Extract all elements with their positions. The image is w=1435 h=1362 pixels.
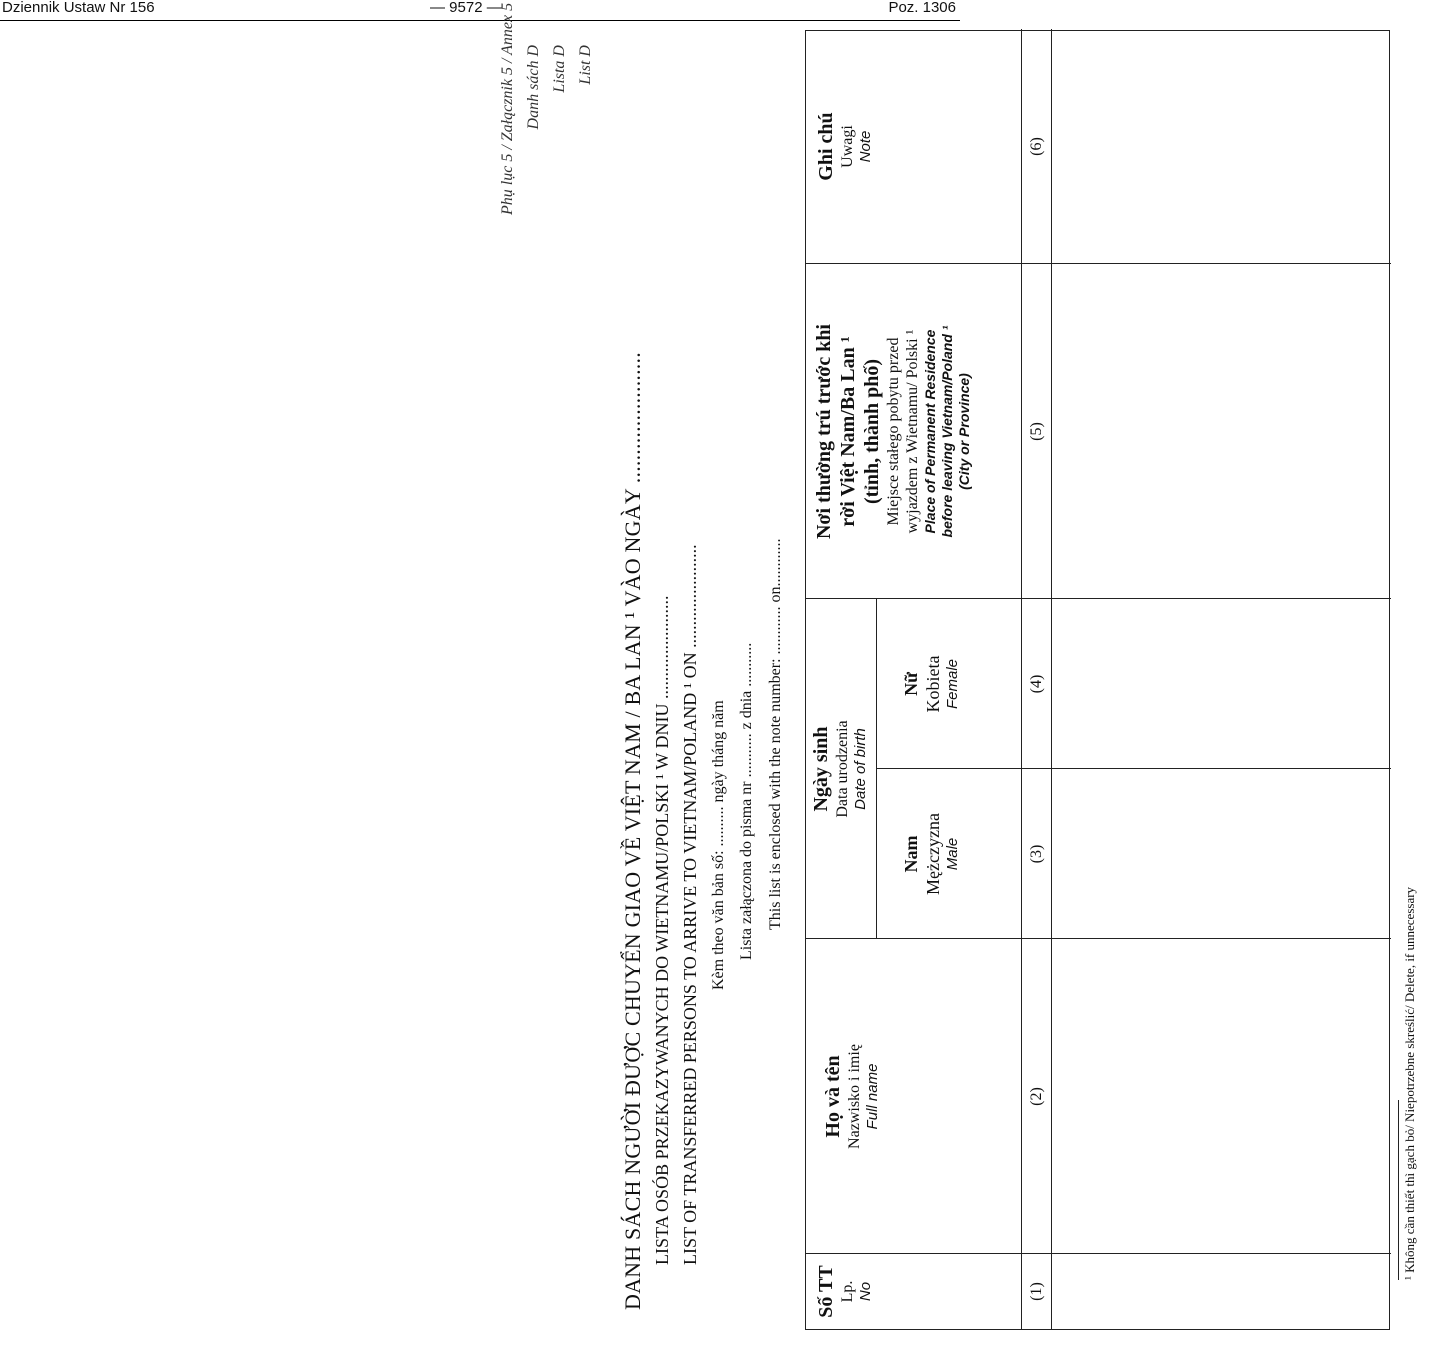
position-number: Poz. 1306 [888,0,956,16]
footnote-rule [1398,1100,1399,1280]
subtitle-english: This list is enclosed with the note number: ............ on............ [767,538,784,930]
header-text: rời Việt Nam/Ba Lan ¹ [837,336,859,527]
header-text: Date of birth [852,728,870,810]
header-text: Miejsce stałego pobytu przed [885,337,902,526]
column-divider [806,1253,1391,1254]
header-text: (tỉnh, thành phố) [861,358,883,505]
footnote: ¹ Không cần thiết thì gạch bỏ/ Niepotrzebne skreślić/ Delete, if unnecessary [1402,886,1417,1280]
header-male [901,769,962,939]
column-number-4: (4) [1028,674,1045,694]
column-number-2: (2) [1028,1087,1045,1106]
header-text: Họ và tên [822,1055,844,1138]
title-english: LIST OF TRANSFERRED PERSONS TO ARRIVE TO VIETNAM/POLAND ¹ ON ....................... [680,544,700,1265]
header-number [814,1254,875,1329]
header-text: Ngày sinh [810,726,832,812]
header-rule [0,20,960,21]
header-text: Nazwisko i imię [846,1044,863,1149]
header-female [901,599,962,769]
header-full-name [821,939,882,1254]
header-text: Full name [864,1063,882,1130]
column-number-5: (5) [1028,422,1045,441]
row-divider [1021,29,1022,1329]
row-divider [876,599,877,939]
column-number-3: (3) [1028,844,1045,864]
header-residence [812,264,973,599]
header-text: Lp. [839,1280,856,1303]
header-text: Female [944,658,962,710]
gazette-header [0,0,960,18]
title-polish: LISTA OSÓB PRZEKAZYWANYCH DO WIETNAMU/POLSKI ¹ W DNIU ....................... [652,595,672,1265]
header-text: Data urodzenia [834,720,851,818]
annex-line: Lista D [551,45,568,93]
row-divider [1051,29,1052,1329]
header-text: Nơi thường trú trước khi [813,324,835,540]
header-text: Note [857,130,875,163]
header-text: Mężczyzna [922,813,943,895]
header-text: Kobieta [922,655,943,713]
header-text: Nữ [901,672,921,696]
header-text: Male [944,837,962,871]
column-number-6: (6) [1028,137,1045,156]
column-divider [806,938,1391,939]
header-text: Số TT [815,1265,837,1318]
gazette-title: Dziennik Ustaw Nr 156 [2,0,155,16]
header-text: Ghi chú [815,112,837,181]
subtitle-vietnamese: Kèm theo văn bản số: .......... ngày tháng năm [710,700,727,990]
header-text: wyjazdem z Wietnamu/ Polski ¹ [904,329,922,534]
header-text: (City or Province) [955,373,972,490]
page-number: — 9572 — [430,0,502,16]
annex-label [495,2,599,215]
header-text: Place of Permanent Residence [922,329,939,534]
title-vietnamese: DANH SÁCH NGƯỜI ĐƯỢC CHUYỂN GIAO VỀ VIỆT NAM / BA LAN ¹ VÀO NGÀY ....................... [620,352,645,1310]
header-note [814,29,875,264]
column-number-1: (1) [1028,1282,1045,1301]
annex-line: Danh sách D [525,45,542,130]
subtitle-polish: Lista załączona do pisma nr ........... z dnia ........... [738,642,755,960]
annex-line: List D [577,45,594,85]
persons-table [805,30,1390,1330]
header-date-of-birth [809,599,870,939]
header-text: No [857,1281,875,1302]
header-text: before leaving Vietnam/Poland ¹ [939,325,956,538]
annex-line: Phụ lục 5 / Załącznik 5 / Annex 5 [499,2,516,215]
header-text: Nam [901,835,921,873]
header-text: Uwagi [839,125,856,168]
